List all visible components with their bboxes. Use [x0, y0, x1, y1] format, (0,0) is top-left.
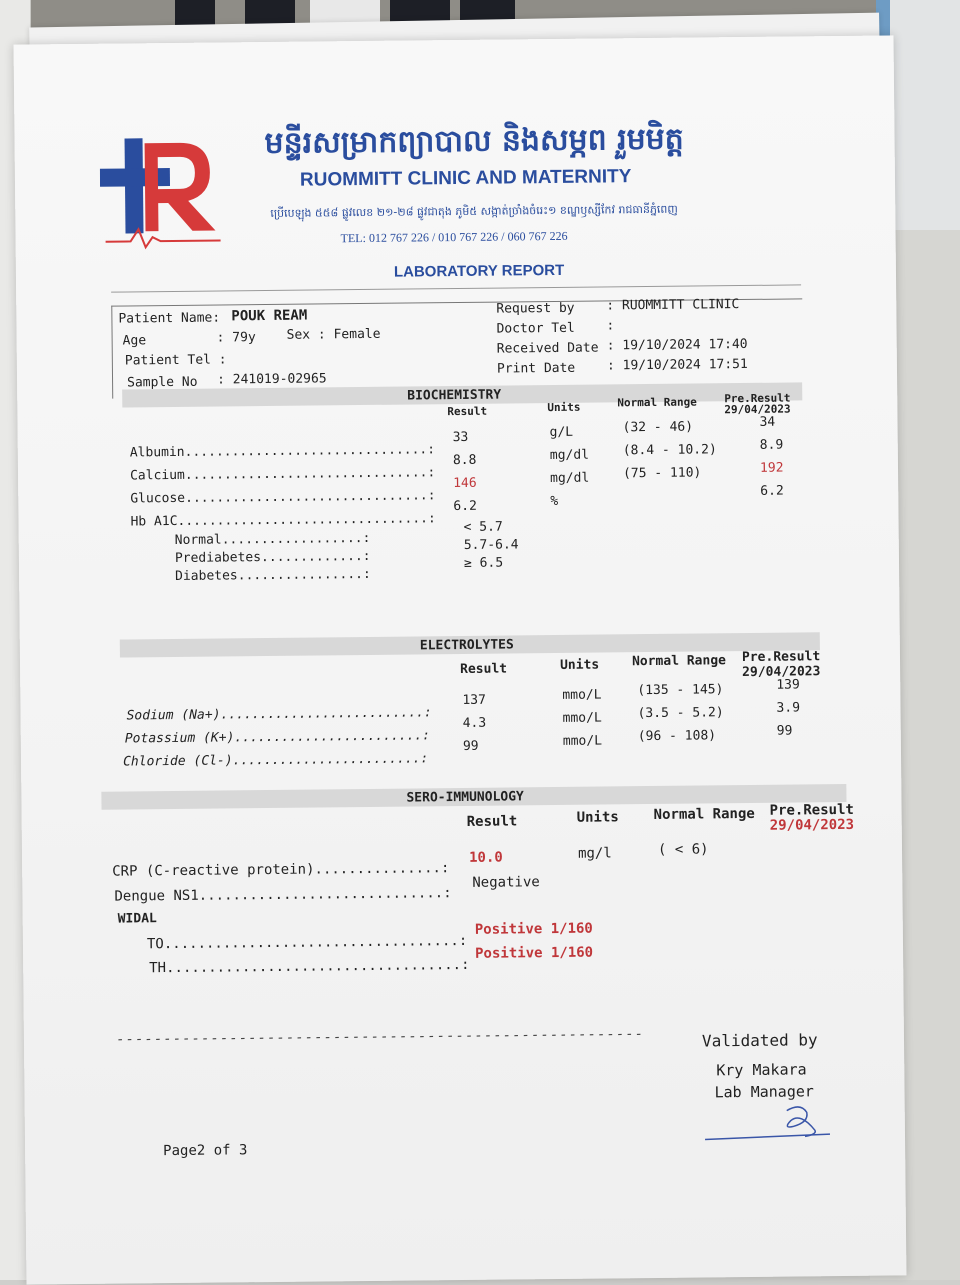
test-name: Dengue NS1.............................: [114, 885, 452, 905]
validator-name: Kry Makara [716, 1060, 807, 1080]
test-units: g/L [549, 424, 574, 441]
test-units: mmo/L [562, 710, 602, 726]
test-name: Hb A1C................................: [130, 511, 436, 530]
test-result: 6.2 [453, 498, 477, 515]
footer-dashed-line: -------------------------------------------------------- [115, 1026, 645, 1048]
test-previous-result: 99 [776, 723, 793, 739]
test-normal-range: (3.5 - 5.2) [637, 705, 724, 722]
test-units: mmo/L [562, 687, 602, 703]
test-result: 4.3 [462, 715, 487, 731]
request-by-label: Request by [496, 300, 575, 317]
clinic-logo [99, 132, 230, 253]
test-result: Negative [472, 874, 540, 891]
test-result-abnormal: 10.0 [468, 849, 503, 866]
test-name: Potassium (K+)........................: [124, 728, 431, 747]
test-units: mg/l [577, 845, 612, 862]
test-previous-result: 139 [776, 677, 800, 693]
signature-image [705, 1096, 836, 1147]
lab-report-page [14, 35, 907, 1284]
doctor-tel: : [606, 318, 615, 334]
patient-tel-label: Patient Tel : [124, 352, 227, 369]
a1c-note-label: Prediabetes.............: [174, 548, 371, 566]
a1c-note-label: Diabetes................: [175, 566, 371, 584]
biochemistry-pre-date: 29/04/2023 [724, 402, 791, 417]
test-normal-range: (8.4 - 10.2) [622, 442, 717, 459]
test-normal-range: (96 - 108) [637, 728, 717, 745]
electrolytes-pre-header: Pre.Result [741, 649, 821, 666]
test-previous-result: 8.9 [759, 437, 784, 453]
test-result: 8.8 [452, 452, 477, 469]
a1c-note-value: 5.7-6.4 [463, 537, 519, 553]
clinic-address: ប្រើបេឡុង ៥៥៨ ផ្លូវលេខ ២១-២៨ ផ្លូវជាតុង ភូមិ៥ សង្កាត់ច្រាំងចំរេះ១ ខណ្ឌឫស្សីកែវ រាជធានីភ្នំពេញ [270, 202, 678, 220]
test-name: Sodium (Na+)..........................: [126, 705, 432, 724]
sero-immunology-title: SERO-IMMUNOLOGY [406, 789, 524, 806]
page-number: Page2 of 3 [163, 1142, 248, 1160]
report-title: LABORATORY REPORT [393, 261, 565, 281]
electrolytes-result-header: Result [460, 661, 508, 677]
test-name: TO...................................: [146, 932, 468, 953]
test-result-abnormal: Positive 1/160 [474, 920, 593, 938]
sample-no: : 241019-02965 [216, 371, 327, 388]
request-by: : RUOMMITT CLINIC [606, 297, 740, 314]
validator-title: Lab Manager [714, 1082, 814, 1102]
print-date-label: Print Date [496, 360, 576, 377]
clinic-telephone: TEL: 012 767 226 / 010 767 226 / 060 767 226 [340, 228, 568, 246]
test-normal-range: ( < 6) [657, 841, 709, 858]
test-previous-result-abnormal: 192 [759, 460, 784, 476]
sero-pre-date: 29/04/2023 [769, 816, 855, 834]
test-previous-result: 6.2 [760, 483, 784, 499]
age-label: Age [122, 333, 147, 349]
test-normal-range: (75 - 110) [622, 465, 702, 482]
test-normal-range: (135 - 145) [637, 682, 724, 699]
test-units: mmo/L [562, 733, 603, 749]
test-name: Calcium...............................: [129, 465, 436, 484]
biochemistry-units-header: Units [547, 400, 581, 415]
patient-sex: Sex : Female [286, 326, 381, 343]
clinic-name-khmer: មន្ទីរសម្រាកព្យាបាល និងសម្ភព រួមមិត្ត [264, 121, 684, 162]
received-date: : 19/10/2024 17:40 [606, 336, 748, 354]
test-normal-range: (32 - 46) [622, 419, 694, 436]
a1c-note-value: ≥ 6.5 [463, 555, 504, 571]
biochemistry-range-header: Normal Range [617, 395, 697, 410]
widal-label: WIDAL [117, 911, 157, 927]
biochemistry-title: BIOCHEMISTRY [407, 387, 502, 404]
divider [111, 284, 801, 292]
sero-range-header: Normal Range [653, 805, 755, 823]
patient-name: POUK REAM [231, 307, 308, 325]
doctor-tel-label: Doctor Tel [496, 320, 575, 337]
test-name: Chloride (Cl-)........................: [122, 751, 429, 770]
test-result-abnormal: 146 [453, 475, 477, 492]
test-previous-result: 3.9 [776, 700, 801, 716]
print-date: : 19/10/2024 17:51 [606, 356, 748, 374]
test-previous-result: 34 [759, 414, 776, 430]
sero-result-header: Result [466, 813, 518, 830]
patient-name-label: Patient Name: [118, 310, 221, 327]
sero-pre-header: Pre.Result [769, 801, 854, 819]
electrolytes-units-header: Units [559, 657, 600, 673]
test-name: CRP (C-reactive protein)...............: [112, 860, 450, 880]
a1c-note-value: < 5.7 [463, 519, 503, 535]
sero-units-header: Units [576, 809, 619, 826]
electrolytes-pre-date: 29/04/2023 [742, 664, 821, 681]
test-name: TH...................................: [149, 956, 470, 977]
electrolytes-title: ELECTROLYTES [419, 637, 514, 654]
patient-age: : 79y [216, 330, 256, 346]
biochemistry-result-header: Result [447, 404, 488, 419]
test-result: 137 [462, 692, 486, 708]
test-name: Albumin...............................: [129, 442, 436, 461]
received-date-label: Received Date [496, 340, 599, 357]
test-result-abnormal: Positive 1/160 [474, 944, 594, 962]
electrolytes-range-header: Normal Range [631, 653, 727, 670]
test-name: Glucose...............................: [130, 488, 436, 507]
clinic-name-english: RUOMMITT CLINIC AND MATERNITY [299, 166, 632, 191]
a1c-note-label: Normal..................: [174, 530, 371, 548]
test-units: % [550, 493, 559, 510]
validated-by-label: Validated by [701, 1030, 818, 1051]
test-result: 33 [452, 429, 469, 446]
test-units: mg/dl [549, 447, 590, 464]
biochemistry-pre-header: Pre.Result [724, 391, 791, 406]
sample-no-label: Sample No [127, 374, 198, 391]
test-result: 99 [462, 738, 479, 754]
test-units: mg/dl [550, 470, 590, 487]
